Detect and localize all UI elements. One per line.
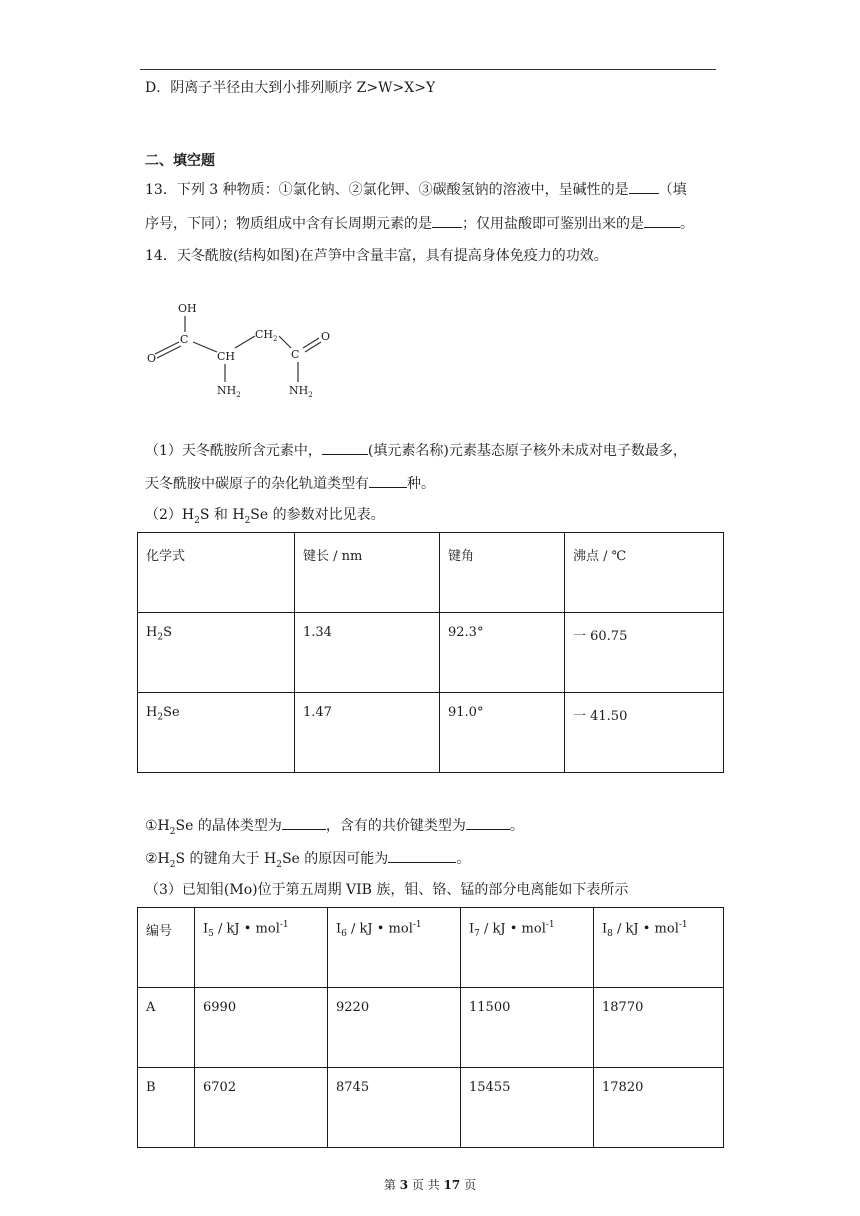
text: （填 <box>658 182 687 198</box>
text: / kJ • mol <box>213 921 280 937</box>
text: S 的键角大于 H <box>175 851 277 867</box>
cell-bond-length: 1.34 <box>295 613 440 693</box>
subscript: 6 <box>341 928 347 939</box>
subscript: 2 <box>244 515 251 526</box>
cell-bond-length: 1.47 <box>295 693 440 773</box>
superscript: -1 <box>678 920 688 930</box>
header-rule <box>140 69 716 70</box>
text: I <box>602 921 608 937</box>
subscript: 2 <box>308 391 313 399</box>
cell-bond-angle: 91.0° <box>440 693 565 773</box>
header-cell <box>328 908 461 988</box>
table-header-row <box>138 533 724 613</box>
answer-blank[interactable] <box>432 213 462 228</box>
text: CH <box>255 328 274 341</box>
bond-parameter-table <box>137 532 724 773</box>
text: Se <box>163 705 180 720</box>
ionization-energy-table <box>137 907 724 1148</box>
subscript: 2 <box>157 632 164 643</box>
text: 13．下列 3 种物质：①氯化钠、②氯化钾、③碳酸氢钠的溶液中，呈碱性的是 <box>145 182 629 198</box>
cell-value: 18770 <box>594 988 724 1068</box>
text: H <box>146 625 158 640</box>
header-cell <box>195 908 328 988</box>
text: Se 的原因可能为 <box>281 851 389 867</box>
text: ，含有的共价键类型为 <box>325 818 466 834</box>
text: I <box>203 921 209 937</box>
question-14-part-2 <box>145 505 385 531</box>
option-d: D．阴离子半径由大到小排列顺序 Z>W>X>Y <box>145 80 436 96</box>
answer-blank[interactable] <box>644 213 680 228</box>
header-cell <box>461 908 594 988</box>
current-page: 3 <box>399 1178 409 1192</box>
text: Se 的参数对比见表。 <box>250 507 385 523</box>
text: / kJ • mol <box>479 921 546 937</box>
text: 页 共 <box>408 1178 444 1192</box>
table-row <box>138 693 724 773</box>
subscript: 2 <box>273 335 278 343</box>
total-pages: 17 <box>443 1178 461 1192</box>
cell-value: 9220 <box>328 988 461 1068</box>
subscript: 7 <box>474 928 480 939</box>
question-14-intro: 14．天冬酰胺(结构如图)在芦笋中含量丰富，具有提高身体免疫力的功效。 <box>145 248 608 264</box>
subscript: 2 <box>194 515 200 526</box>
table-row <box>138 988 724 1068</box>
bond <box>157 346 181 358</box>
question-13-line-1 <box>145 179 687 200</box>
question-14-part-1-line-1 <box>145 440 687 461</box>
bond <box>305 342 321 352</box>
text: 。 <box>509 818 524 834</box>
bond <box>279 336 291 348</box>
text: Se 的晶体类型为 <box>175 818 282 834</box>
text: NH <box>217 384 237 397</box>
cell-value: 6702 <box>195 1068 328 1148</box>
atom-ch: CH <box>217 350 236 363</box>
text: / kJ • mol <box>612 921 679 937</box>
text: ①H <box>145 818 170 834</box>
cell-value: 17820 <box>594 1068 724 1148</box>
question-14-part-2-b <box>145 848 470 875</box>
subscript: 2 <box>276 859 282 870</box>
question-14-part-3: （3）已知钼(Mo)位于第五周期 VIB 族，钼、铬、锰的部分电离能如下表所示 <box>145 882 629 898</box>
text: / kJ • mol <box>346 921 413 937</box>
cell-value: 6990 <box>195 988 328 1068</box>
cell-boiling-point: 一 41.50 <box>565 693 724 773</box>
header-cell <box>594 908 724 988</box>
text: 。 <box>680 216 694 232</box>
atom-ch2 <box>255 328 277 343</box>
header-cell: 化学式 <box>138 533 295 613</box>
atom-o2: O <box>321 330 331 343</box>
atom-oh: OH <box>178 302 197 315</box>
answer-blank[interactable] <box>282 815 326 830</box>
atom-nh2 <box>217 384 241 399</box>
atom-c2: C <box>291 348 300 361</box>
subscript: 2 <box>236 391 241 399</box>
cell-formula <box>138 613 295 693</box>
text: NH <box>289 384 309 397</box>
superscript: -1 <box>545 920 555 930</box>
cell-formula <box>138 693 295 773</box>
cell-id: A <box>138 988 195 1068</box>
text: ；仅用盐酸即可鉴别出来的是 <box>462 216 644 232</box>
cell-value: 8745 <box>328 1068 461 1148</box>
cell-value: 15455 <box>461 1068 594 1148</box>
section-title: 二、填空题 <box>145 153 215 169</box>
question-13-line-2 <box>145 213 694 234</box>
text: （2）H <box>145 507 195 523</box>
question-14-part-2-a <box>145 815 524 842</box>
cell-id: B <box>138 1068 195 1148</box>
subscript: 8 <box>607 928 613 939</box>
superscript: -1 <box>412 920 422 930</box>
cell-value: 11500 <box>461 988 594 1068</box>
text: I <box>469 921 475 937</box>
atom-nh2-b <box>289 384 313 399</box>
answer-blank[interactable] <box>388 848 456 863</box>
text: 第 <box>383 1178 400 1192</box>
text: 序号，下同）；物质组成中含有长周期元素的是 <box>145 216 432 232</box>
text: S 和 H <box>199 507 245 523</box>
question-14-part-1-line-2 <box>145 473 435 494</box>
text: I <box>336 921 342 937</box>
atom-c: C <box>180 333 189 346</box>
text: 。 <box>456 851 471 867</box>
superscript: -1 <box>279 920 289 930</box>
text: 天冬酰胺中碳原子的杂化轨道类型有 <box>145 476 369 492</box>
answer-blank[interactable] <box>369 473 407 488</box>
bond <box>193 342 217 352</box>
answer-blank[interactable] <box>322 440 368 455</box>
text: 页 <box>460 1178 477 1192</box>
text: 种。 <box>407 476 435 492</box>
header-cell: 键长 / nm <box>295 533 440 613</box>
text: S <box>163 625 172 640</box>
table-header-row <box>138 908 724 988</box>
header-cell: 键角 <box>440 533 565 613</box>
header-cell: 沸点 / ℃ <box>565 533 724 613</box>
text: （1）天冬酰胺所含元素中， <box>145 443 322 459</box>
page-footer <box>0 1176 860 1193</box>
table-row <box>138 1068 724 1148</box>
answer-blank[interactable] <box>629 179 659 194</box>
subscript: 2 <box>169 826 176 837</box>
bond <box>235 336 255 348</box>
text: (填元素名称)元素基态原子核外未成对电子数最多， <box>367 443 687 459</box>
atom-o: O <box>147 352 157 365</box>
subscript: 2 <box>169 859 176 870</box>
subscript: 2 <box>157 712 164 723</box>
answer-blank[interactable] <box>466 815 510 830</box>
header-cell: 编号 <box>138 908 195 988</box>
cell-boiling-point: 一 60.75 <box>565 613 724 693</box>
table-row <box>138 613 724 693</box>
subscript: 5 <box>208 928 214 939</box>
bond <box>155 342 179 354</box>
asparagine-structure-diagram <box>143 290 343 410</box>
bond <box>303 338 319 348</box>
text: H <box>146 705 158 720</box>
text: ②H <box>145 851 170 867</box>
cell-bond-angle: 92.3° <box>440 613 565 693</box>
